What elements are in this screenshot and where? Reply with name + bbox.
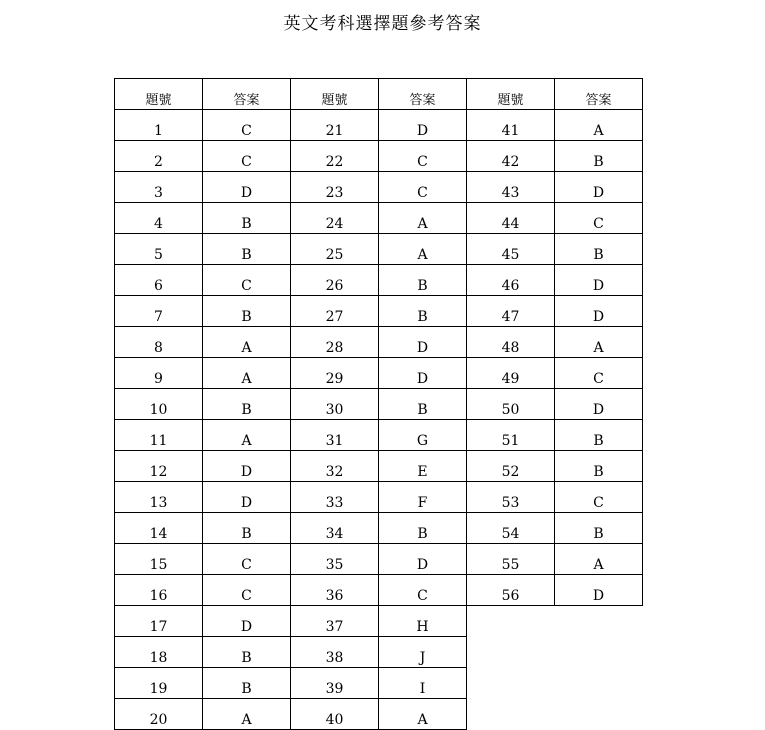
answer-cell: B bbox=[203, 637, 291, 668]
answer-cell: A bbox=[379, 203, 467, 234]
answer-table bbox=[114, 78, 643, 730]
answer-cell: B bbox=[555, 451, 643, 482]
empty-cell bbox=[467, 668, 555, 699]
question-number-cell: 39 bbox=[291, 668, 379, 699]
header-question-number: 題號 bbox=[467, 79, 555, 110]
question-number-cell: 19 bbox=[115, 668, 203, 699]
question-number-cell: 17 bbox=[115, 606, 203, 637]
question-number-cell: 34 bbox=[291, 513, 379, 544]
question-number-cell: 28 bbox=[291, 327, 379, 358]
question-number-cell: 7 bbox=[115, 296, 203, 327]
question-number-cell: 35 bbox=[291, 544, 379, 575]
question-number-cell: 47 bbox=[467, 296, 555, 327]
header-question-number: 題號 bbox=[115, 79, 203, 110]
answer-cell: F bbox=[379, 482, 467, 513]
empty-cell bbox=[555, 668, 643, 699]
question-number-cell: 23 bbox=[291, 172, 379, 203]
answer-cell: A bbox=[203, 358, 291, 389]
answer-cell: B bbox=[203, 513, 291, 544]
table-row bbox=[115, 358, 643, 389]
answer-cell: A bbox=[379, 234, 467, 265]
table-row bbox=[115, 420, 643, 451]
answer-cell: B bbox=[555, 420, 643, 451]
table-row bbox=[115, 668, 643, 699]
question-number-cell: 21 bbox=[291, 110, 379, 141]
question-number-cell: 40 bbox=[291, 699, 379, 730]
question-number-cell: 50 bbox=[467, 389, 555, 420]
question-number-cell: 36 bbox=[291, 575, 379, 606]
answer-cell: C bbox=[203, 575, 291, 606]
answer-cell: B bbox=[203, 668, 291, 699]
answer-cell: J bbox=[379, 637, 467, 668]
answer-cell: H bbox=[379, 606, 467, 637]
answer-cell: B bbox=[203, 389, 291, 420]
question-number-cell: 46 bbox=[467, 265, 555, 296]
empty-cell bbox=[555, 699, 643, 730]
answer-cell: B bbox=[555, 141, 643, 172]
table-row bbox=[115, 637, 643, 668]
answer-cell: A bbox=[555, 544, 643, 575]
answer-cell: B bbox=[555, 513, 643, 544]
question-number-cell: 54 bbox=[467, 513, 555, 544]
answer-cell: B bbox=[379, 513, 467, 544]
question-number-cell: 49 bbox=[467, 358, 555, 389]
question-number-cell: 42 bbox=[467, 141, 555, 172]
answer-cell: A bbox=[203, 420, 291, 451]
answer-cell: A bbox=[555, 327, 643, 358]
question-number-cell: 1 bbox=[115, 110, 203, 141]
question-number-cell: 43 bbox=[467, 172, 555, 203]
question-number-cell: 44 bbox=[467, 203, 555, 234]
question-number-cell: 13 bbox=[115, 482, 203, 513]
answer-cell: B bbox=[379, 389, 467, 420]
answer-cell: E bbox=[379, 451, 467, 482]
question-number-cell: 52 bbox=[467, 451, 555, 482]
answer-cell: B bbox=[203, 203, 291, 234]
answer-cell: D bbox=[379, 358, 467, 389]
question-number-cell: 2 bbox=[115, 141, 203, 172]
question-number-cell: 11 bbox=[115, 420, 203, 451]
answer-cell: C bbox=[555, 482, 643, 513]
empty-cell bbox=[467, 699, 555, 730]
question-number-cell: 15 bbox=[115, 544, 203, 575]
question-number-cell: 14 bbox=[115, 513, 203, 544]
question-number-cell: 25 bbox=[291, 234, 379, 265]
answer-cell: C bbox=[555, 358, 643, 389]
answer-cell: A bbox=[203, 699, 291, 730]
table-row bbox=[115, 482, 643, 513]
question-number-cell: 27 bbox=[291, 296, 379, 327]
answer-cell: D bbox=[203, 482, 291, 513]
answer-cell: B bbox=[203, 296, 291, 327]
answer-cell: D bbox=[555, 389, 643, 420]
table-row bbox=[115, 327, 643, 358]
answer-cell: G bbox=[379, 420, 467, 451]
question-number-cell: 48 bbox=[467, 327, 555, 358]
question-number-cell: 29 bbox=[291, 358, 379, 389]
table-row bbox=[115, 110, 643, 141]
question-number-cell: 9 bbox=[115, 358, 203, 389]
page-title: 英文考科選擇題參考答案 bbox=[283, 14, 482, 34]
header-question-number: 題號 bbox=[291, 79, 379, 110]
question-number-cell: 4 bbox=[115, 203, 203, 234]
answer-cell: B bbox=[555, 234, 643, 265]
answer-cell: D bbox=[555, 265, 643, 296]
answer-cell: D bbox=[203, 172, 291, 203]
empty-cell bbox=[467, 637, 555, 668]
answer-table-body bbox=[115, 110, 643, 730]
answer-cell: B bbox=[379, 265, 467, 296]
question-number-cell: 16 bbox=[115, 575, 203, 606]
answer-cell: A bbox=[555, 110, 643, 141]
answer-cell: D bbox=[379, 327, 467, 358]
question-number-cell: 12 bbox=[115, 451, 203, 482]
question-number-cell: 53 bbox=[467, 482, 555, 513]
answer-cell: C bbox=[203, 141, 291, 172]
answer-cell: A bbox=[203, 327, 291, 358]
answer-cell: C bbox=[203, 110, 291, 141]
table-row bbox=[115, 234, 643, 265]
question-number-cell: 45 bbox=[467, 234, 555, 265]
question-number-cell: 38 bbox=[291, 637, 379, 668]
answer-cell: D bbox=[203, 606, 291, 637]
answer-cell: C bbox=[379, 141, 467, 172]
answer-cell: D bbox=[555, 172, 643, 203]
table-row bbox=[115, 141, 643, 172]
answer-cell: C bbox=[379, 575, 467, 606]
question-number-cell: 22 bbox=[291, 141, 379, 172]
answer-cell: D bbox=[379, 110, 467, 141]
table-row bbox=[115, 296, 643, 327]
header-row bbox=[115, 79, 643, 110]
question-number-cell: 55 bbox=[467, 544, 555, 575]
table-row bbox=[115, 451, 643, 482]
header-answer: 答案 bbox=[555, 79, 643, 110]
header-answer: 答案 bbox=[203, 79, 291, 110]
table-row bbox=[115, 606, 643, 637]
question-number-cell: 32 bbox=[291, 451, 379, 482]
table-row bbox=[115, 575, 643, 606]
table-row bbox=[115, 172, 643, 203]
question-number-cell: 41 bbox=[467, 110, 555, 141]
question-number-cell: 3 bbox=[115, 172, 203, 203]
table-row bbox=[115, 513, 643, 544]
answer-cell: C bbox=[379, 172, 467, 203]
question-number-cell: 33 bbox=[291, 482, 379, 513]
answer-cell: D bbox=[203, 451, 291, 482]
answer-cell: I bbox=[379, 668, 467, 699]
answer-cell: C bbox=[555, 203, 643, 234]
question-number-cell: 24 bbox=[291, 203, 379, 234]
question-number-cell: 8 bbox=[115, 327, 203, 358]
answer-cell: B bbox=[203, 234, 291, 265]
answer-cell: C bbox=[203, 544, 291, 575]
question-number-cell: 6 bbox=[115, 265, 203, 296]
header-answer: 答案 bbox=[379, 79, 467, 110]
question-number-cell: 56 bbox=[467, 575, 555, 606]
answer-cell: A bbox=[379, 699, 467, 730]
empty-cell bbox=[555, 606, 643, 637]
question-number-cell: 37 bbox=[291, 606, 379, 637]
empty-cell bbox=[555, 637, 643, 668]
answer-cell: B bbox=[379, 296, 467, 327]
table-row bbox=[115, 389, 643, 420]
question-number-cell: 20 bbox=[115, 699, 203, 730]
answer-cell: D bbox=[555, 575, 643, 606]
answer-cell: D bbox=[555, 296, 643, 327]
answer-cell: C bbox=[203, 265, 291, 296]
table-row bbox=[115, 265, 643, 296]
question-number-cell: 30 bbox=[291, 389, 379, 420]
answer-cell: D bbox=[379, 544, 467, 575]
question-number-cell: 5 bbox=[115, 234, 203, 265]
table-row bbox=[115, 544, 643, 575]
table-row bbox=[115, 203, 643, 234]
question-number-cell: 31 bbox=[291, 420, 379, 451]
question-number-cell: 26 bbox=[291, 265, 379, 296]
question-number-cell: 18 bbox=[115, 637, 203, 668]
empty-cell bbox=[467, 606, 555, 637]
question-number-cell: 51 bbox=[467, 420, 555, 451]
table-row bbox=[115, 699, 643, 730]
question-number-cell: 10 bbox=[115, 389, 203, 420]
